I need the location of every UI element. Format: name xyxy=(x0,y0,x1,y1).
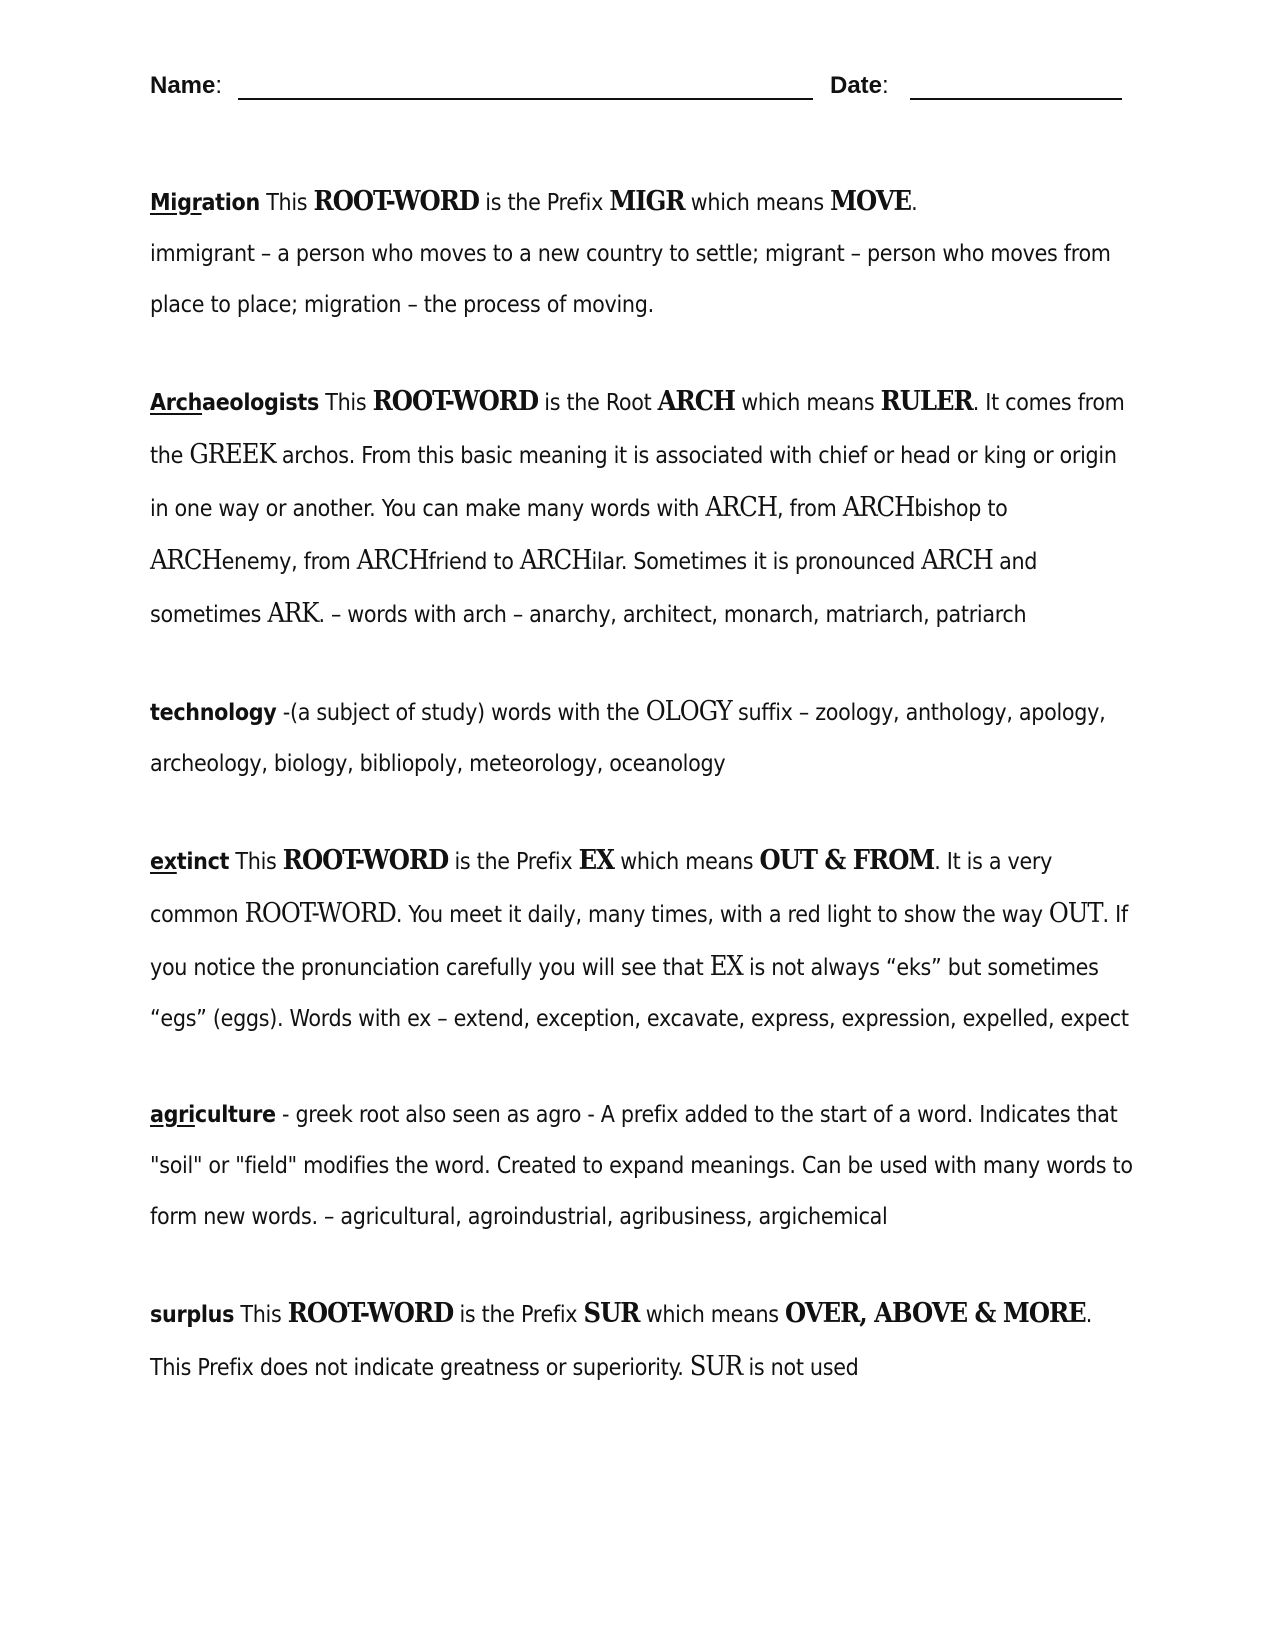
paragraph-migration: Migration This ROOT-WORD is the Prefix MIGR which means MOVE. immigrant – a person who moves to a new country to settle; migrant – person who moves from place to place; migration – the process of moving. xyxy=(150,186,1111,318)
term-technology: technology xyxy=(150,700,277,726)
migration-definition: immigrant – a person who moves to a new country to settle; migrant – person who moves from place to place; migration – the process of moving. xyxy=(150,241,1111,318)
term-migration: Migration xyxy=(150,190,260,216)
header xyxy=(150,72,1120,112)
name-label: Name: xyxy=(150,72,223,99)
paragraph-extinct: extinct This ROOT-WORD is the Prefix EX which means OUT & FROM. It is a very common ROOT-WORD. You meet it daily, many times, with a red light to show the way OUT. If you notice the pronunciation carefully you will see that EX is not always “eks” but sometimes “egs” (eggs). Words with ex – extend, exception, excavate, express, expression, expelled, expect xyxy=(150,845,1129,1032)
name-blank-line[interactable] xyxy=(238,98,813,100)
date-blank-line[interactable] xyxy=(910,98,1122,100)
paragraph-technology: technology -(a subject of study) words with the OLOGY suffix – zoology, anthology, apology, archeology, biology, bibliopoly, meteorology, oceanology xyxy=(150,696,1106,777)
term-archaeologists: Archaeologists xyxy=(150,390,319,416)
date-label: Date: xyxy=(830,72,889,99)
paragraph-surplus: surplus This ROOT-WORD is the Prefix SUR which means OVER, ABOVE & MORE. This Prefix does not indicate greatness or superiority. SUR is not used xyxy=(150,1298,1092,1382)
term-surplus: surplus xyxy=(150,1302,235,1328)
term-extinct: extinct xyxy=(150,849,230,875)
paragraph-archaeologists: Archaeologists This ROOT-WORD is the Root ARCH which means RULER. It comes from the GREEK archos. From this basic meaning it is associated with chief or head or king or origin in one way or another. You can make many words with ARCH, from ARCHbishop to ARCHenemy, from ARCHfriend to ARCHilar. Sometimes it is pronounced ARCH and sometimes ARK. – words with arch – anarchy, architect, monarch, matriarch, patriarch xyxy=(150,386,1125,629)
term-agriculture: agriculture xyxy=(150,1102,276,1128)
worksheet-body xyxy=(150,176,1135,1394)
paragraph-agriculture: agriculture - greek root also seen as agro - A prefix added to the start of a word. Indicates that "soil" or "field" modifies the word. Created to expand meanings. Can be used with many words to form new words. – agricultural, agroindustrial, agribusiness, argichemical xyxy=(150,1102,1133,1230)
